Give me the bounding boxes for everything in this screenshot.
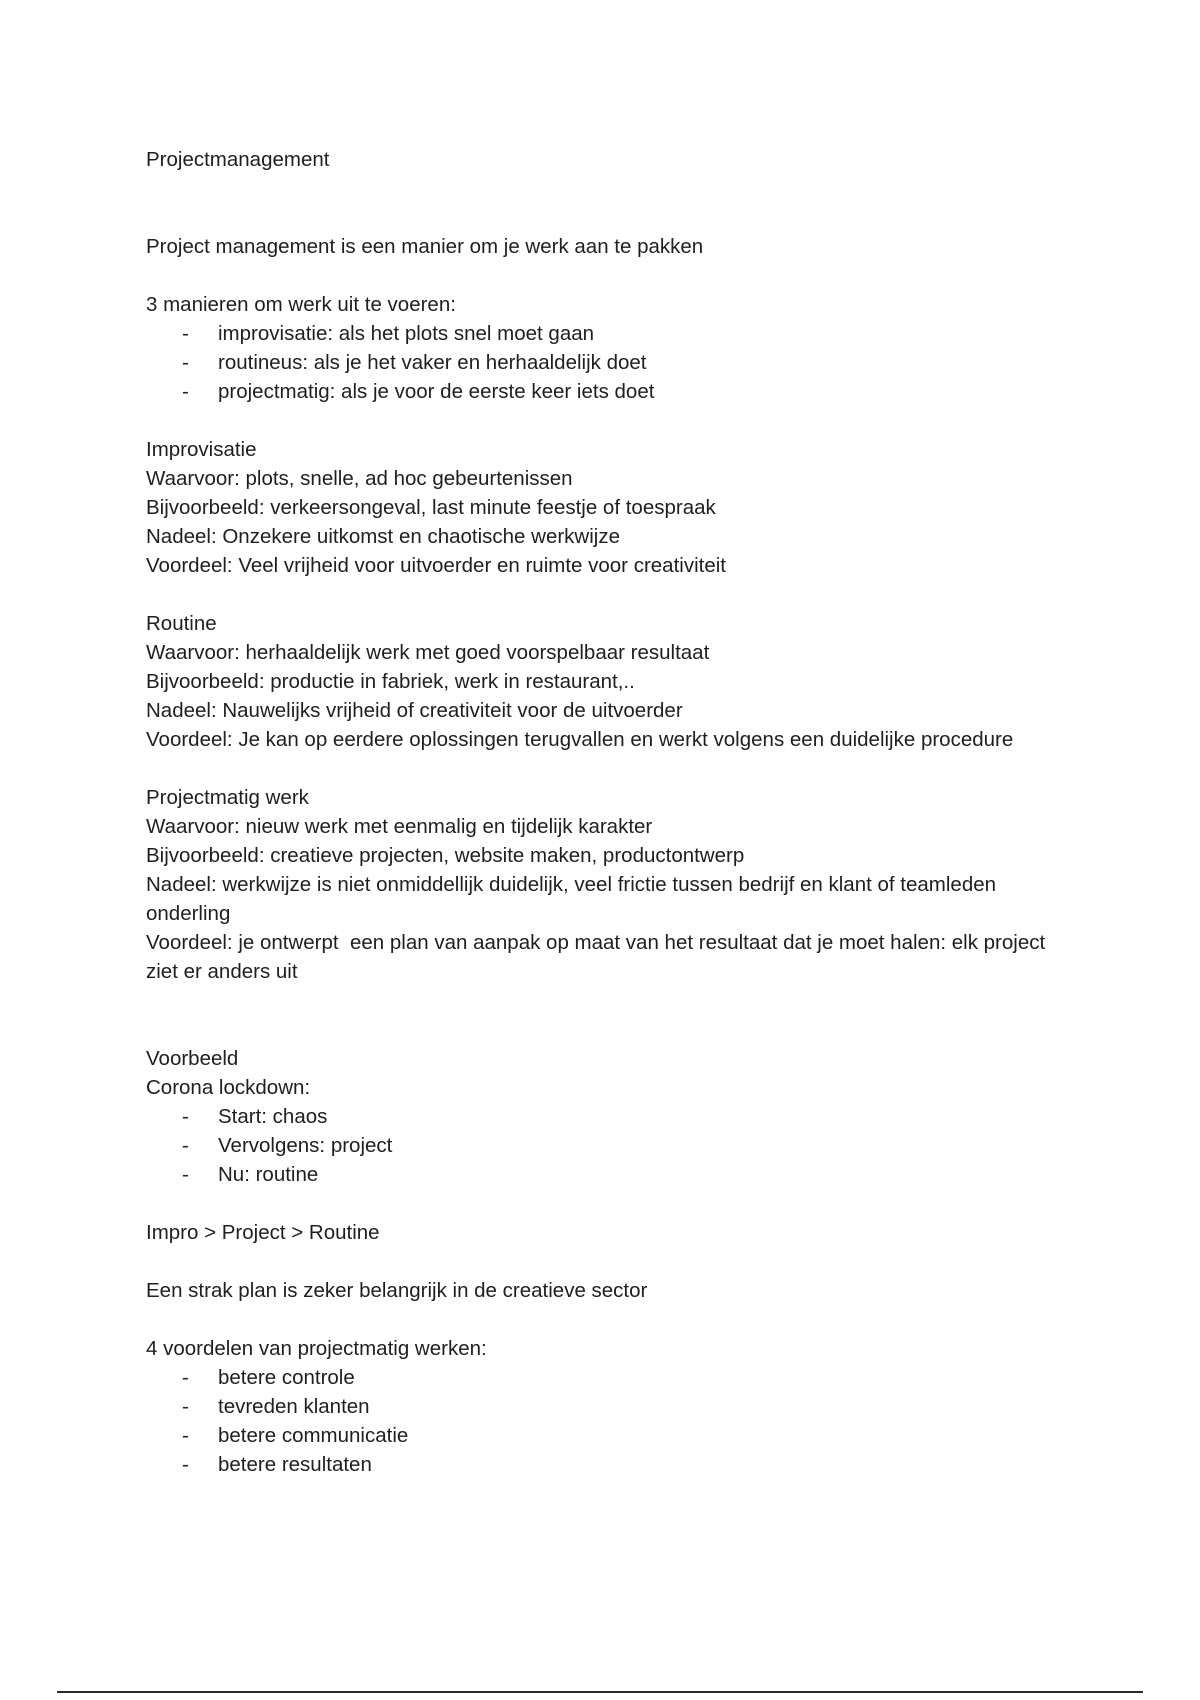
dash-bullet: -	[182, 1424, 189, 1447]
list-item-text: Start: chaos	[218, 1105, 328, 1128]
list-item-text: tevreden klanten	[218, 1395, 370, 1418]
list-item	[146, 1160, 1066, 1189]
list-item	[146, 1421, 1066, 1450]
list-item-text: routineus: als je het vaker en herhaaldelijk doet	[218, 351, 647, 374]
list-item	[146, 1102, 1066, 1131]
section-improvisatie	[146, 435, 1066, 580]
section-heading: Projectmatig werk	[146, 786, 309, 809]
section-heading: Improvisatie	[146, 438, 257, 461]
ways-list	[146, 319, 1066, 406]
list-item	[146, 1131, 1066, 1160]
dash-bullet: -	[182, 1134, 189, 1157]
list-item	[146, 1450, 1066, 1479]
section-voordeel: Voordeel: Veel vrijheid voor uitvoerder en ruimte voor creativiteit	[146, 554, 726, 577]
section-bijvoorbeeld: Bijvoorbeeld: creatieve projecten, website maken, productontwerp	[146, 844, 745, 867]
page-title: Projectmanagement	[146, 148, 330, 171]
section-waarvoor: Waarvoor: plots, snelle, ad hoc gebeurtenissen	[146, 467, 573, 490]
ways-heading: 3 manieren om werk uit te voeren:	[146, 293, 456, 316]
example-block	[146, 1044, 1066, 1189]
section-waarvoor: Waarvoor: herhaaldelijk werk met goed voorspelbaar resultaat	[146, 641, 710, 664]
section-nadeel: Nadeel: Onzekere uitkomst en chaotische werkwijze	[146, 525, 620, 548]
list-item-text: betere communicatie	[218, 1424, 409, 1447]
dash-bullet: -	[182, 1453, 189, 1476]
dash-bullet: -	[182, 1366, 189, 1389]
list-item	[146, 1392, 1066, 1421]
section-heading: Routine	[146, 612, 217, 635]
sequence-text: Impro > Project > Routine	[146, 1221, 380, 1244]
document-page	[146, 145, 1066, 1479]
section-voordeel: Voordeel: Je kan op eerdere oplossingen terugvallen en werkt volgens een duidelijke procedure	[146, 728, 1014, 751]
example-list	[146, 1102, 1066, 1189]
dash-bullet: -	[182, 351, 189, 374]
section-routine	[146, 609, 1066, 754]
advantages-list	[146, 1363, 1066, 1479]
example-subheading: Corona lockdown:	[146, 1076, 311, 1099]
section-waarvoor: Waarvoor: nieuw werk met eenmalig en tijdelijk karakter	[146, 815, 653, 838]
list-item-text: Nu: routine	[218, 1163, 319, 1186]
statement-text: Een strak plan is zeker belangrijk in de creatieve sector	[146, 1279, 648, 1302]
list-item	[146, 348, 1066, 377]
dash-bullet: -	[182, 322, 189, 345]
dash-bullet: -	[182, 1163, 189, 1186]
section-nadeel: Nadeel: werkwijze is niet onmiddellijk duidelijk, veel frictie tussen bedrijf en klant of teamleden onderling	[146, 873, 1002, 925]
intro-text: Project management is een manier om je werk aan te pakken	[146, 235, 704, 258]
dash-bullet: -	[182, 380, 189, 403]
list-item-text: Vervolgens: project	[218, 1134, 393, 1157]
section-projectmatig	[146, 783, 1066, 986]
list-item	[146, 377, 1066, 406]
dash-bullet: -	[182, 1395, 189, 1418]
list-item-text: improvisatie: als het plots snel moet gaan	[218, 322, 595, 345]
list-item	[146, 319, 1066, 348]
section-nadeel: Nadeel: Nauwelijks vrijheid of creativiteit voor de uitvoerder	[146, 699, 683, 722]
footer-divider	[57, 1691, 1143, 1693]
list-item-text: betere resultaten	[218, 1453, 372, 1476]
advantages-heading: 4 voordelen van projectmatig werken:	[146, 1337, 487, 1360]
section-voordeel: Voordeel: je ontwerpt een plan van aanpak op maat van het resultaat dat je moet halen: elk project ziet er anders uit	[146, 931, 1051, 983]
section-bijvoorbeeld: Bijvoorbeeld: productie in fabriek, werk in restaurant,..	[146, 670, 635, 693]
section-bijvoorbeeld: Bijvoorbeeld: verkeersongeval, last minute feestje of toespraak	[146, 496, 716, 519]
list-item	[146, 1363, 1066, 1392]
list-item-text: betere controle	[218, 1366, 355, 1389]
example-heading: Voorbeeld	[146, 1047, 239, 1070]
dash-bullet: -	[182, 1105, 189, 1128]
list-item-text: projectmatig: als je voor de eerste keer iets doet	[218, 380, 655, 403]
